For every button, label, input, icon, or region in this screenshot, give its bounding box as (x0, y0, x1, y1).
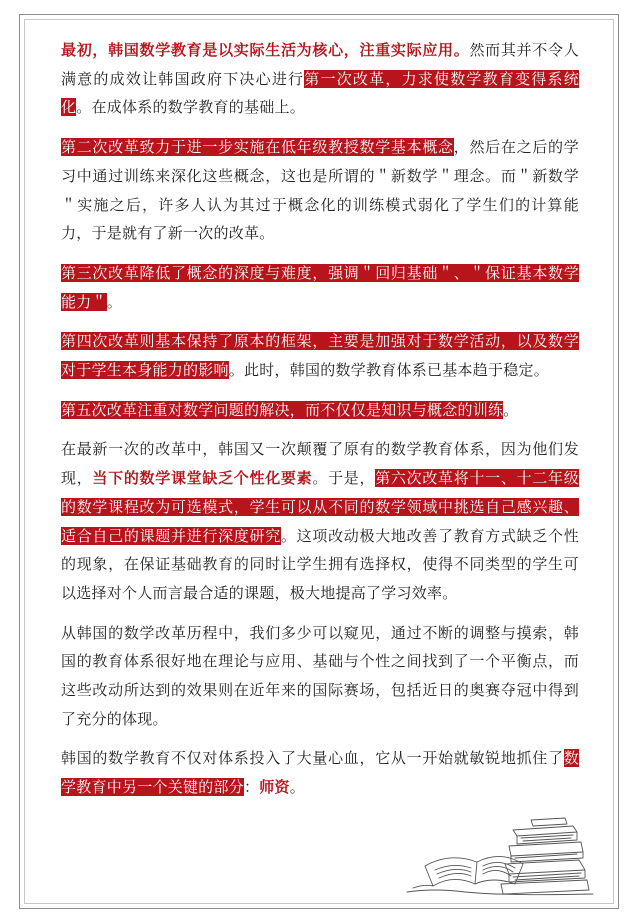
highlight-text: 第二次改革致力于进一步实施在低年级教授数学基本概念 (61, 138, 454, 157)
paragraph-8 (61, 744, 579, 801)
highlight-bold-text: 当下的数学课堂缺乏个性化要素 (92, 469, 313, 488)
paragraph-6 (61, 435, 579, 607)
highlight-text: 第一次改革，力求使数学教育变得系统化 (61, 69, 579, 117)
text-run: 。在成体系的数学教育的基础上。 (76, 98, 306, 117)
text-run: 然而其并不令人满意的成效让韩国政府下决心进行 (61, 41, 579, 88)
books-and-open-book-sketch-icon (405, 808, 595, 896)
highlight-bold-text: 最初，韩国数学教育是以实际生活为核心，注重实际应用。 (61, 41, 470, 59)
text-run: 。 (289, 778, 306, 797)
highlight-text: 第五次改革注重对数学问题的解决，而不仅仅是知识与概念的训练 (61, 400, 504, 419)
text-run: 在最新一次的改革中，韩国又一次颠覆了原有的数学教育体系，因为他们发现， (61, 440, 579, 488)
highlight-bold-text: 师资 (259, 778, 290, 797)
text-run: ，然后在之后的学习中通过训练来深化这些概念，这也是所谓的＂新数学＂理念。而＂新数学＂实施之后，许多人认为其过于概念化的训练模式弱化了学生们的计算能力，于是就有了新一次的改革。 (61, 138, 579, 243)
text-run: 。此时，韩国的数学教育体系已基本趋于稳定。 (228, 361, 550, 380)
text-run: 韩国的数学教育不仅对体系投入了大量心血，它从一开始就敏锐地抓住了 (61, 749, 564, 768)
article-body (61, 36, 579, 813)
text-run: ： (244, 778, 260, 797)
paragraph-1 (61, 36, 579, 122)
text-run: 。 (106, 292, 123, 311)
text-run: 。 (503, 400, 519, 419)
paragraph-5 (61, 396, 579, 425)
text-run: 。于是， (312, 469, 376, 488)
paragraph-2 (61, 133, 579, 248)
text-run: 。这项改动极大地改善了教育方式缺乏个性的现象，在保证基础教育的同时让学生拥有选择权，使得不同类型的学生可以选择对个人而言最合适的课题，极大地提高了学习效率。 (61, 526, 579, 602)
highlight-text: 第三次改革降低了概念的深度与难度，强调＂回归基础＂、＂保证基本数学能力＂ (61, 263, 579, 311)
highlight-text: 数学教育中另一个关键的部分 (61, 749, 579, 797)
paragraph-4 (61, 327, 579, 384)
paragraph-3 (61, 259, 579, 316)
paragraph-7 (61, 619, 579, 734)
text-run: 从韩国的数学改革历程中，我们多少可以窥见，通过不断的调整与摸索，韩国的教育体系很好地在理论与应用、基础与个性之间找到了一个平衡点，而这些改动所达到的效果则在近年来的国际赛场，包括近日的奥赛夺冠中得到了充分的体现。 (61, 623, 579, 728)
highlight-text: 第四次改革则基本保持了原本的框架，主要是加强对于数学活动，以及数学对于学生本身能力的影响 (61, 332, 579, 380)
highlight-text: 第六次改革将十一、十二年级的数学课程改为可选模式，学生可以从不同的数学领域中挑选自己感兴趣、适合自己的课题并进行深度研究 (61, 469, 579, 545)
